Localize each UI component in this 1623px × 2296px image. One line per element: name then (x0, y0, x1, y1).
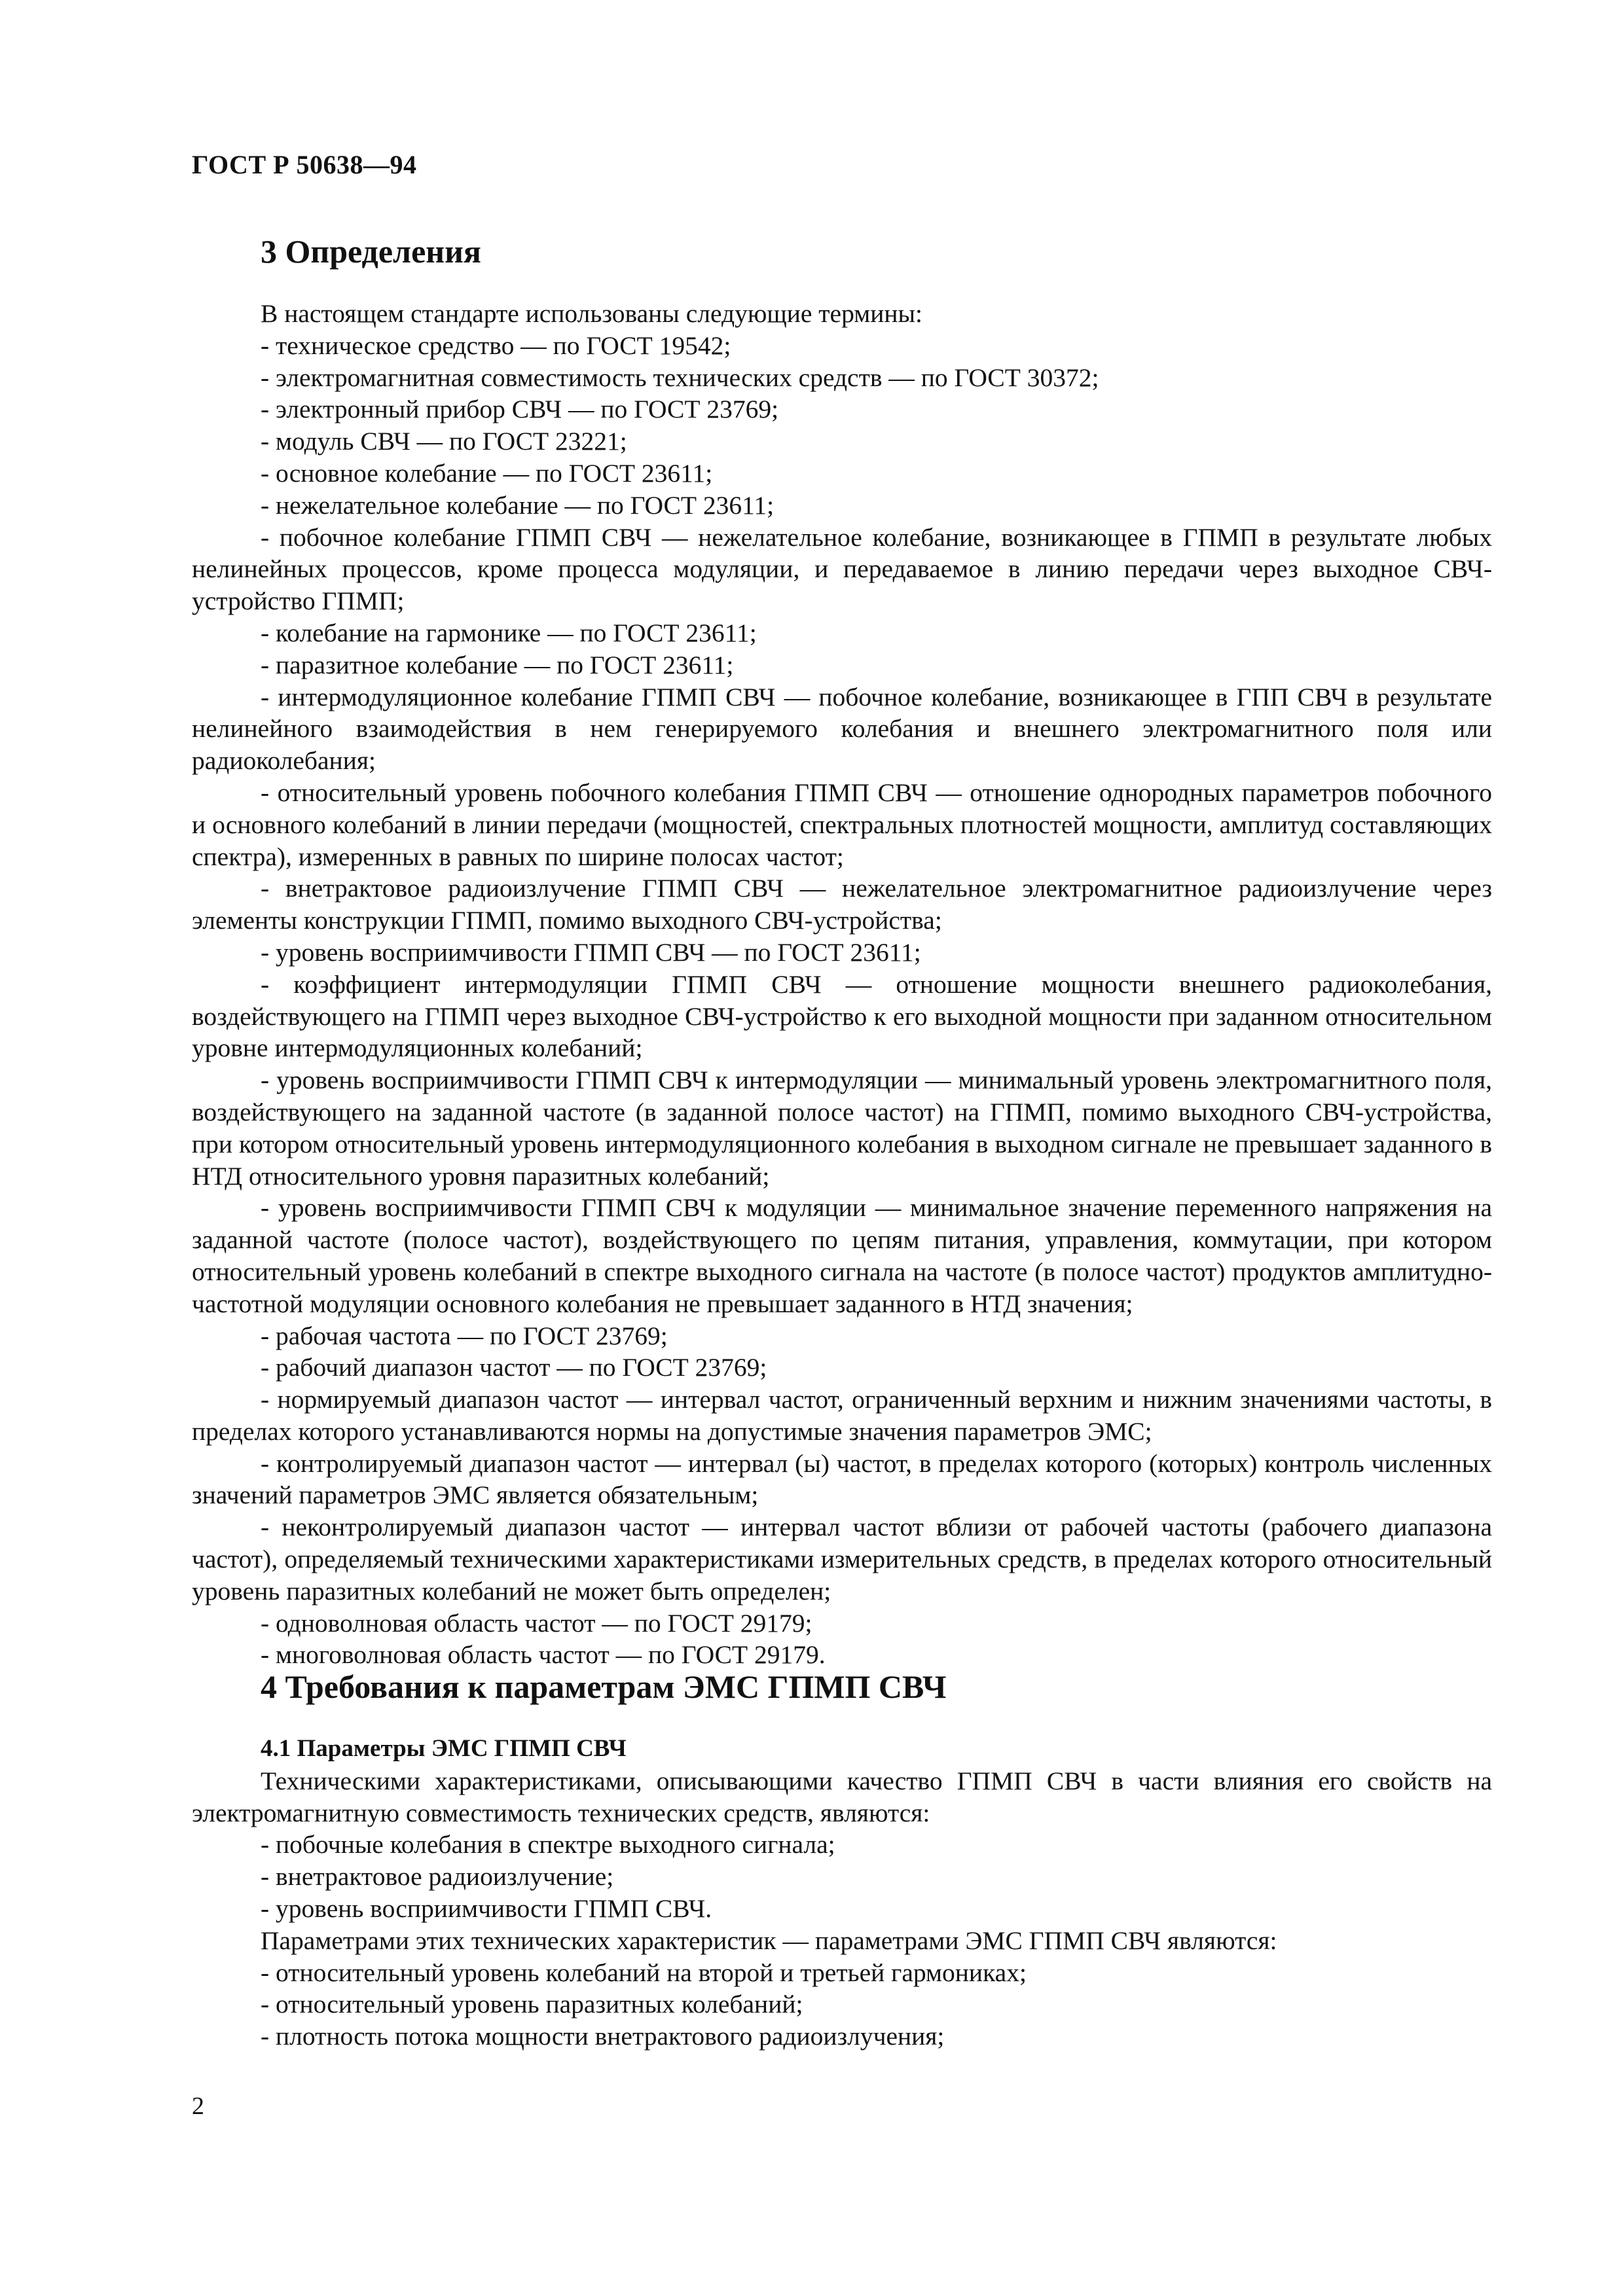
paragraph: В настоящем стандарте использованы следующие термины: (261, 299, 923, 328)
paragraph: - модуль СВЧ — по ГОСТ 23221; (261, 427, 627, 456)
document-code-header: ГОСТ Р 50638—94 (192, 150, 417, 179)
paragraph: - рабочая частота — по ГОСТ 23769; (261, 1321, 668, 1350)
paragraph: - побочное колебание ГПМП СВЧ — нежелательное колебание, возникающее в ГПМП в результате любых нелинейных процессов, кроме процесса модуляции, и передаваемое в линию передачи через выходное СВЧ-устройство ГПМП; (192, 522, 1492, 616)
section-4-title: 4 Требования к параметрам ЭМС ГПМП СВЧ (261, 1668, 947, 1705)
subsection-4-1-title: 4.1 Параметры ЭМС ГПМП СВЧ (261, 1735, 627, 1762)
paragraph: - внетрактовое радиоизлучение; (261, 1862, 614, 1892)
page-number: 2 (192, 2092, 204, 2120)
paragraph: - относительный уровень колебаний на второй и третьей гармониках; (261, 1958, 1027, 1987)
section-3-body (192, 298, 1492, 1671)
paragraph: - интермодуляционное колебание ГПМП СВЧ — побочное колебание, возникающее в ГПП СВЧ в результате нелинейного взаимодействия в нем генерируемого колебания и внешнего электромагнитного поля или радиоколебания; (192, 682, 1492, 776)
paragraph: - побочные колебания в спектре выходного сигнала; (261, 1830, 835, 1859)
paragraph: - электромагнитная совместимость технических средств — по ГОСТ 30372; (261, 363, 1099, 392)
section-4-body (192, 1733, 1492, 2053)
paragraph: - колебание на гармонике — по ГОСТ 23611; (261, 618, 757, 647)
section-3-title: 3 Определения (261, 233, 481, 270)
paragraph: Техническими характеристиками, описывающими качество ГПМП СВЧ в части влияния его свойств на электромагнитную совместимость технических средств, являются: (192, 1766, 1492, 1827)
paragraph: - основное колебание — по ГОСТ 23611; (261, 458, 713, 488)
paragraph: - контролируемый диапазон частот — интервал (ы) частот, в пределах которого (которых) контроль численных значений параметров ЭМС является обязательным; (192, 1448, 1492, 1510)
paragraph: - одноволновая область частот — по ГОСТ 29179; (261, 1608, 812, 1638)
paragraph: - уровень восприимчивости ГПМП СВЧ — по ГОСТ 23611; (261, 937, 921, 967)
paragraph: - нормируемый диапазон частот — интервал частот, ограниченный верхним и нижним значениями частоты, в пределах которого устанавливаются нормы на допустимые значения параметров ЭМС; (192, 1385, 1492, 1446)
paragraph: - паразитное колебание — по ГОСТ 23611; (261, 650, 734, 679)
paragraph: - электронный прибор СВЧ — по ГОСТ 23769; (261, 395, 779, 424)
paragraph: - уровень восприимчивости ГПМП СВЧ к интермодуляции — минимальный уровень электромагнитного поля, воздействующего на заданной частоте (в заданной полосе частот) на ГПМП, помимо выходного СВЧ-устройства, при котором относительный уровень интермодуляционного колебания в выходном сигнале не превышает заданного в НТД относительного уровня паразитных колебаний; (192, 1066, 1492, 1191)
paragraph: - нежелательное колебание — по ГОСТ 23611; (261, 490, 775, 520)
paragraph: - относительный уровень паразитных колебаний; (261, 1990, 803, 2019)
paragraph: - коэффициент интермодуляции ГПМП СВЧ — отношение мощности внешнего радиоколебания, воздействующего на ГПМП через выходное СВЧ-устройство к его выходной мощности при заданном относительном уровне интермодуляционных колебаний; (192, 969, 1492, 1063)
paragraph: Параметрами этих технических характеристик — параметрами ЭМС ГПМП СВЧ являются: (261, 1926, 1277, 1955)
paragraph: - уровень восприимчивости ГПМП СВЧ. (261, 1893, 712, 1923)
paragraph: - внетрактовое радиоизлучение ГПМП СВЧ — нежелательное электромагнитное радиоизлучение через элементы конструкции ГПМП, помимо выходного СВЧ-устройства; (192, 874, 1492, 935)
paragraph: - уровень восприимчивости ГПМП СВЧ к модуляции — минимальное значение переменного напряжения на заданной частоте (полосе частот), воздействующего по цепям питания, управления, коммутации, при котором относительный уровень колебаний в спектре выходного сигнала на частоте (в полосе частот) продуктов амплитудно-частотной модуляции основного колебания не превышает заданного в НТД значения; (192, 1193, 1492, 1318)
paragraph: - плотность потока мощности внетрактового радиоизлучения; (261, 2022, 945, 2051)
paragraph: - многоволновая область частот — по ГОСТ 29179. (261, 1640, 826, 1670)
paragraph: - рабочий диапазон частот — по ГОСТ 23769; (261, 1353, 767, 1382)
paragraph: - относительный уровень побочного колебания ГПМП СВЧ — отношение однородных параметров побочного и основного колебаний в линии передачи (мощностей, спектральных плотностей мощности, амплитуд составляющих спектра), измеренных в равных по ширине полосах частот; (192, 778, 1492, 871)
paragraph: - неконтролируемый диапазон частот — интервал частот вблизи от рабочей частоты (рабочего диапазона частот), определяемый техническими характеристиками измерительных средств, в пределах которого относительный уровень паразитных колебаний не может быть определен; (192, 1513, 1492, 1605)
paragraph: - техническое средство — по ГОСТ 19542; (261, 331, 731, 360)
